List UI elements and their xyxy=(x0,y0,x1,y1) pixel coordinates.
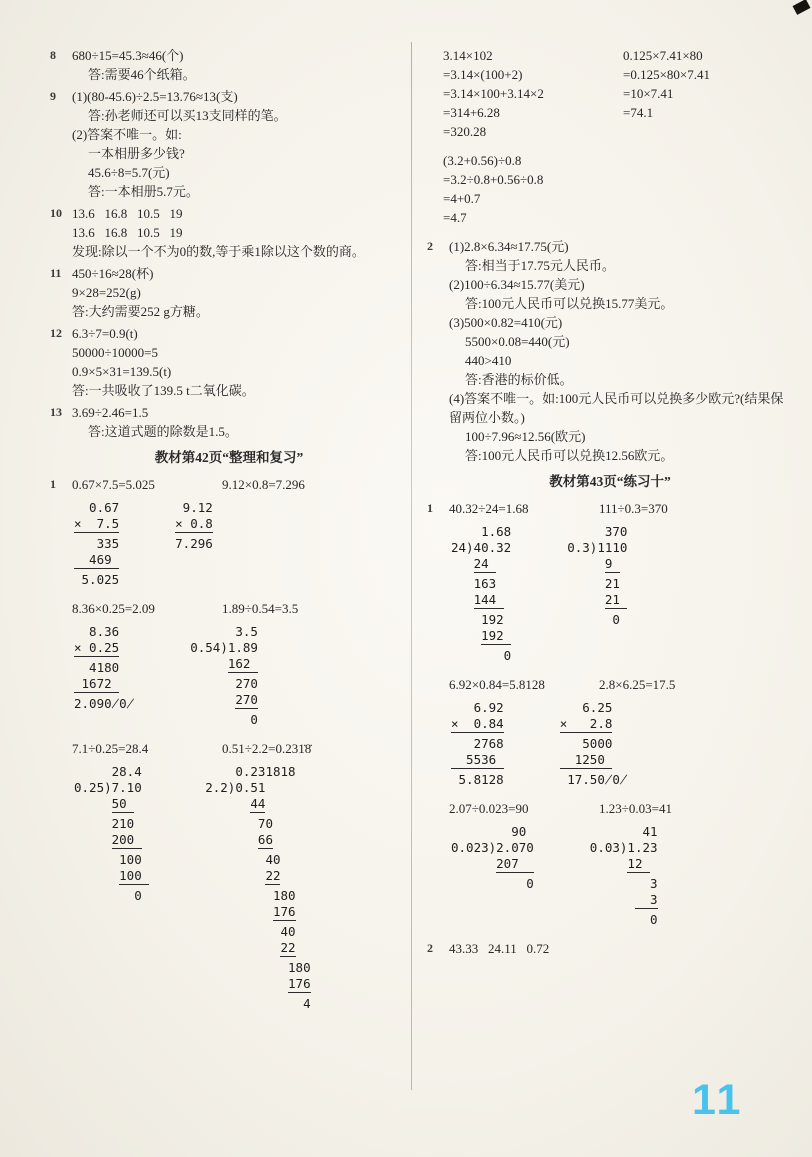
work-row xyxy=(74,624,408,728)
work-line: 0 xyxy=(74,888,142,903)
work-line: 40 xyxy=(205,852,281,867)
work-line: 44 xyxy=(205,796,266,811)
work-line: 0 xyxy=(451,648,512,663)
equation-right: 1.89÷0.54=3.5 xyxy=(222,601,299,616)
work-line: 5000 xyxy=(559,736,613,751)
pair-equations xyxy=(449,799,793,819)
work-line: 0.3)1110 xyxy=(567,540,628,555)
pair-equations xyxy=(72,475,408,495)
equation-pair xyxy=(427,499,793,519)
item-lines xyxy=(72,264,408,321)
work-line: 6.92 xyxy=(451,700,504,715)
equation-right: 111÷0.3=370 xyxy=(599,501,668,516)
equation-line: =3.2÷0.8+0.56÷0.8 xyxy=(443,172,544,187)
column-divider xyxy=(411,42,412,1090)
work-line: 21 xyxy=(567,576,620,591)
equation-line: =4.7 xyxy=(443,210,467,225)
work-line: 2.090̸0̸ xyxy=(74,696,135,711)
work-block xyxy=(74,764,149,1012)
work-line: 17.50̸0̸ xyxy=(559,772,628,787)
work-line: × 0.84 xyxy=(451,716,504,731)
item-number: 1 xyxy=(50,477,56,491)
text-line: 答:100元人民币可以兑换15.77美元。 xyxy=(465,296,674,311)
text-line: (3)500×0.82=410(元) xyxy=(449,315,563,330)
text-line: 50000÷10000=5 xyxy=(72,345,158,360)
equation-right: 9.12×0.8=7.296 xyxy=(222,477,305,492)
equation-pair xyxy=(427,799,793,819)
text-line: 9×28=252(g) xyxy=(72,285,141,300)
text-line: 答:相当于17.75元人民币。 xyxy=(465,258,615,273)
text-line: 答:孙老师还可以买13支同样的笔。 xyxy=(88,108,287,123)
work-line: 9 xyxy=(567,556,613,571)
equation-pair xyxy=(50,475,408,495)
equation-pair xyxy=(50,599,408,619)
work-block xyxy=(590,824,658,928)
work-line: 210 xyxy=(74,816,135,831)
work-row xyxy=(451,700,793,788)
pair-equations xyxy=(72,599,408,619)
text-line: 100÷7.96≈12.56(欧元) xyxy=(465,429,586,444)
numbered-item xyxy=(50,87,408,201)
work-line: 22 xyxy=(205,940,296,955)
work-block xyxy=(451,824,534,928)
work-line: 70 xyxy=(205,816,273,831)
text-line: (1)2.8×6.34≈17.75(元) xyxy=(449,239,569,254)
work-line: 24 xyxy=(451,556,489,571)
work-line: 100 xyxy=(74,868,142,883)
work-line: × 7.5 xyxy=(74,516,120,531)
text-line: (4)答案不唯一。如:100元人民币可以兑换多少欧元?(结果保留两位小数。) xyxy=(449,391,784,425)
text-line: 发现:除以一个不为0的数,等于乘1除以这个数的商。 xyxy=(72,244,365,259)
work-line: 12 xyxy=(589,856,643,871)
work-line: 0 xyxy=(589,912,658,927)
item-number xyxy=(50,599,72,619)
text-line: (2)100÷6.34≈15.77(美元) xyxy=(449,277,585,292)
text-line: 答:大约需要252 g方糖。 xyxy=(72,304,209,319)
work-line: 28.4 xyxy=(74,764,142,779)
work-line: 40 xyxy=(205,924,296,939)
equation-column xyxy=(623,46,710,141)
item-lines xyxy=(449,939,793,958)
work-line: 24)40.32 xyxy=(451,540,512,555)
work-block xyxy=(74,500,119,588)
item-lines xyxy=(72,87,408,201)
work-line: 176 xyxy=(205,976,311,991)
item-number xyxy=(50,739,72,759)
text-line: 答:一本相册5.7元。 xyxy=(88,184,199,199)
work-line: 162 xyxy=(190,656,251,671)
item-number: 11 xyxy=(50,266,62,280)
work-line: 0 xyxy=(567,612,620,627)
equation-left: 7.1÷0.25=28.4 xyxy=(72,741,149,756)
text-line: 440>410 xyxy=(465,353,512,368)
equation-right: 2.8×6.25=17.5 xyxy=(599,677,676,692)
equation-columns xyxy=(443,46,793,141)
equation-left: 6.92×0.84=5.8128 xyxy=(449,677,545,692)
work-line: 21 xyxy=(567,592,620,607)
equation-line: =3.14×100+3.14×2 xyxy=(443,86,544,101)
numbered-item xyxy=(50,324,408,400)
text-line: 45.6÷8=5.7(元) xyxy=(88,165,170,180)
equation-line: =3.14×(100+2) xyxy=(443,67,523,82)
text-line: 13.6 16.8 10.5 19 xyxy=(72,225,183,240)
item-lines xyxy=(72,403,408,441)
numbered-item xyxy=(50,403,408,441)
item-number: 12 xyxy=(50,326,62,340)
work-line: 1250 xyxy=(559,752,605,767)
item-lines xyxy=(72,46,408,84)
work-block xyxy=(451,524,511,664)
equation-line: =10×7.41 xyxy=(623,86,674,101)
text-line: 6.3÷7=0.9(t) xyxy=(72,326,138,341)
equation-line: =0.125×80×7.41 xyxy=(623,67,710,82)
section-header: 教材第42页“整理和复习” xyxy=(154,450,304,465)
work-block xyxy=(175,500,213,588)
item-number: 9 xyxy=(50,89,56,103)
pair-equations xyxy=(72,739,408,759)
equation-line: =4+0.7 xyxy=(443,191,481,206)
work-line: 180 xyxy=(205,960,311,975)
equation-group xyxy=(443,151,793,227)
text-line: (1)(80-45.6)÷2.5=13.76≈13(支) xyxy=(72,89,238,104)
work-line: 0.25)7.10 xyxy=(74,780,142,795)
equation-right: 0.51÷2.2=0.231̇8̇ xyxy=(222,741,312,756)
item-lines xyxy=(72,324,408,400)
equation-line: (3.2+0.56)÷0.8 xyxy=(443,153,522,168)
work-block xyxy=(451,700,504,788)
equation-line: 3.14×102 xyxy=(443,48,493,63)
work-line: 270 xyxy=(190,692,258,707)
work-line: 2.2)0.51 xyxy=(205,780,266,795)
work-line: 163 xyxy=(451,576,497,591)
work-line: 192 xyxy=(451,612,504,627)
equation-left: 2.07÷0.023=90 xyxy=(449,801,529,816)
work-line: 0.023)2.070 xyxy=(451,840,534,855)
work-line: 7.296 xyxy=(175,536,213,551)
item-lines xyxy=(449,237,793,465)
work-line: 469 xyxy=(74,552,112,567)
work-line: 22 xyxy=(205,868,281,883)
item-number xyxy=(427,799,449,819)
work-row xyxy=(74,500,408,588)
work-line: 100 xyxy=(74,852,142,867)
numbered-item xyxy=(50,264,408,321)
equation-left: 8.36×0.25=2.09 xyxy=(72,601,155,616)
pair-equations xyxy=(449,499,793,519)
item-number xyxy=(427,675,449,695)
work-line: 0.54)1.89 xyxy=(190,640,258,655)
work-line: 0.67 xyxy=(74,500,120,515)
equation-left: 0.67×7.5=5.025 xyxy=(72,477,155,492)
work-line: 176 xyxy=(205,904,296,919)
equation-pair xyxy=(427,675,793,695)
work-block xyxy=(74,624,134,728)
item-number: 2 xyxy=(427,239,433,253)
item-number: 10 xyxy=(50,206,62,220)
work-line: × 0.8 xyxy=(175,516,213,531)
work-line: 41 xyxy=(589,824,658,839)
numbered-item xyxy=(50,204,408,261)
work-row xyxy=(451,524,793,664)
work-line: 1.68 xyxy=(451,524,512,539)
work-row xyxy=(74,764,408,1012)
work-line: 5.025 xyxy=(74,572,120,587)
work-line: 4180 xyxy=(74,660,120,675)
scan-corner-artifact xyxy=(793,0,811,15)
equation-column xyxy=(443,46,623,141)
equation-left: 40.32÷24=1.68 xyxy=(449,501,529,516)
text-line: 450÷16≈28(杯) xyxy=(72,266,154,281)
work-line: 1672 xyxy=(74,676,112,691)
item-number: 2 xyxy=(427,941,433,955)
column-left xyxy=(50,46,408,1023)
equation-line: =74.1 xyxy=(623,105,654,120)
item-number: 1 xyxy=(427,501,433,515)
page-number: 11 xyxy=(692,1076,744,1124)
section-header: 教材第43页“练习十” xyxy=(549,474,671,489)
work-line: 5.8128 xyxy=(451,772,504,787)
work-line: 6.25 xyxy=(559,700,613,715)
work-line: 335 xyxy=(74,536,120,551)
work-line: 0.231818 xyxy=(205,764,296,779)
text-line: 3.69÷2.46=1.5 xyxy=(72,405,149,420)
work-line: × 2.8 xyxy=(559,716,613,731)
numbered-item xyxy=(50,46,408,84)
item-number: 13 xyxy=(50,405,62,419)
work-line: 207 xyxy=(451,856,519,871)
work-line: 3 xyxy=(589,892,658,907)
work-line: 8.36 xyxy=(74,624,120,639)
work-line: 50 xyxy=(74,796,127,811)
work-line: 200 xyxy=(74,832,135,847)
work-block xyxy=(205,764,310,1012)
work-line: 90 xyxy=(451,824,527,839)
text-line: 43.33 24.11 0.72 xyxy=(449,941,550,956)
equation-line: =314+6.28 xyxy=(443,105,500,120)
equation-line: 0.125×7.41×80 xyxy=(623,48,703,63)
column-right xyxy=(427,46,793,961)
work-line: 66 xyxy=(205,832,273,847)
work-block xyxy=(190,624,258,728)
item-number: 8 xyxy=(50,48,56,62)
work-line: 270 xyxy=(190,676,258,691)
pair-equations xyxy=(449,675,793,695)
text-line: 答:这道式题的除数是1.5。 xyxy=(88,424,238,439)
work-line: 180 xyxy=(205,888,296,903)
work-line: 5536 xyxy=(451,752,497,767)
numbered-item xyxy=(427,939,793,958)
equation-line: =320.28 xyxy=(443,124,487,139)
work-row xyxy=(451,824,793,928)
work-line: 2768 xyxy=(451,736,504,751)
equation-right: 1.23÷0.03=41 xyxy=(599,801,672,816)
work-line: × 0.25 xyxy=(74,640,120,655)
text-line: 答:香港的标价低。 xyxy=(465,372,573,387)
work-line: 3 xyxy=(589,876,658,891)
text-line: 680÷15=45.3≈46(个) xyxy=(72,48,184,63)
work-block xyxy=(560,700,628,788)
work-line: 4 xyxy=(205,996,311,1011)
text-line: 0.9×5×31=139.5(t) xyxy=(72,364,172,379)
text-line: 答:100元人民币可以兑换12.56欧元。 xyxy=(465,448,674,463)
text-line: 答:需要46个纸箱。 xyxy=(88,67,196,82)
item-lines xyxy=(72,204,408,261)
text-line: 13.6 16.8 10.5 19 xyxy=(72,206,183,221)
work-line: 370 xyxy=(567,524,628,539)
equation-pair xyxy=(50,739,408,759)
work-line: 9.12 xyxy=(175,500,213,515)
work-line: 3.5 xyxy=(190,624,258,639)
work-line: 144 xyxy=(451,592,497,607)
work-line: 0 xyxy=(451,876,534,891)
text-line: 一本相册多少钱? xyxy=(88,146,185,161)
work-block xyxy=(567,524,627,664)
text-line: 答:一共吸收了139.5 t二氧化碳。 xyxy=(72,383,255,398)
work-line: 0 xyxy=(190,712,258,727)
numbered-item xyxy=(427,237,793,465)
text-line: 5500×0.08=440(元) xyxy=(465,334,570,349)
work-line: 192 xyxy=(451,628,504,643)
text-line: (2)答案不唯一。如: xyxy=(72,127,182,142)
work-line: 0.03)1.23 xyxy=(589,840,658,855)
